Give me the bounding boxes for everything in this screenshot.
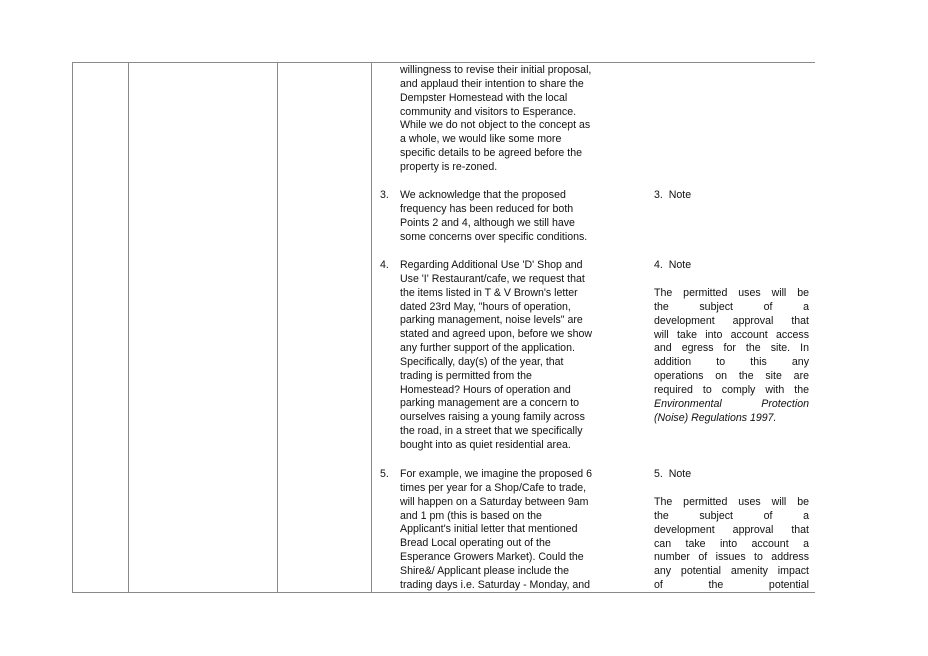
comment-line: Bread Local operating out of the: [400, 537, 551, 550]
comment-block-intro: [400, 64, 626, 175]
comment-line: property is re-zoned.: [400, 160, 498, 173]
comment-line: Esperance Growers Market). Could the: [400, 551, 584, 564]
response-heading-5: [654, 468, 691, 482]
response-number: 5.: [654, 468, 663, 480]
response-line: operations on the site are: [654, 370, 809, 383]
comment-line: Points 2 and 4, although we still have: [400, 216, 575, 229]
column-divider-3: [371, 63, 372, 592]
response-line: addition to this any: [654, 356, 809, 369]
response-number: 3.: [654, 189, 663, 201]
comment-line: Applicant's initial letter that mentioned: [400, 523, 578, 536]
response-heading-4: [654, 259, 691, 273]
response-line: development approval that: [654, 314, 809, 327]
response-body-4: [654, 287, 809, 425]
response-line: will take into account access: [654, 328, 809, 341]
comment-line: specific details to be agreed before the: [400, 147, 582, 160]
response-line: the subject of a: [654, 509, 809, 522]
comment-line: trading is permitted from the: [400, 369, 532, 382]
comment-block-4: [400, 259, 626, 453]
response-line: The permitted uses will be: [654, 496, 809, 508]
response-line: The permitted uses will be: [654, 287, 809, 299]
comment-line: and 1 pm (this is based on the: [400, 509, 542, 522]
comment-line: times per year for a Shop/Cafe to trade,: [400, 481, 587, 494]
response-line-italic: Environmental Protection: [654, 397, 809, 410]
comment-line: Regarding Additional Use 'D' Shop and: [400, 259, 583, 271]
response-label: Note: [668, 468, 692, 480]
comment-line: a whole, we would like some more: [400, 133, 562, 146]
comment-line: bought into as quiet residential area.: [400, 438, 571, 451]
comment-line: community and visitors to Esperance.: [400, 105, 577, 118]
comment-line: We acknowledge that the proposed: [400, 189, 566, 201]
comment-line: parking management are a concern to: [400, 397, 580, 410]
comment-line: the items listed in T & V Brown's letter: [400, 286, 578, 299]
comment-line: parking management, noise levels" are: [400, 314, 583, 327]
response-line: required to comply with the: [654, 383, 809, 396]
comment-line: will happen on a Saturday between 9am: [400, 495, 589, 508]
comment-line: any further support of the application.: [400, 342, 575, 355]
comment-line: Specifically, day(s) of the year, that: [400, 355, 564, 368]
comment-line: the road, in a street that we specifically: [400, 425, 583, 438]
response-label: Note: [668, 259, 692, 271]
comment-line: Use 'I' Restaurant/cafe, we request that: [400, 272, 585, 285]
response-heading-3: [654, 189, 691, 203]
comment-line: willingness to revise their initial proposal,: [400, 64, 592, 76]
comment-line: some concerns over specific conditions.: [400, 230, 588, 243]
comment-line: trading days i.e. Saturday - Monday, and: [400, 578, 591, 591]
response-label: Note: [668, 189, 692, 201]
response-line: and egress for the site. In: [654, 342, 809, 355]
comment-line: stated and agreed upon, before we show: [400, 328, 593, 341]
comment-number-3: 3.: [380, 189, 389, 201]
comment-line: ourselves raising a young family across: [400, 411, 585, 424]
comment-line: Shire&/ Applicant please include the: [400, 564, 570, 577]
comment-number-4: 4.: [380, 259, 389, 271]
response-line: any potential amenity impact: [654, 565, 809, 578]
comment-block-3: [400, 189, 626, 244]
response-number: 4.: [654, 259, 663, 271]
response-line: development approval that: [654, 523, 809, 536]
comment-line: Dempster Homestead with the local: [400, 91, 568, 104]
response-line: of the potential: [654, 579, 809, 592]
response-line-italic: (Noise) Regulations 1997.: [654, 411, 777, 424]
comment-line: While we do not object to the concept as: [400, 119, 591, 132]
comment-line: frequency has been reduced for both: [400, 202, 574, 215]
comment-line: and applaud their intention to share the: [400, 77, 584, 90]
response-line: the subject of a: [654, 300, 809, 313]
column-divider-2: [277, 63, 278, 592]
response-line: can take into account a: [654, 537, 809, 550]
comment-line: For example, we imagine the proposed 6: [400, 468, 592, 480]
response-body-5: [654, 496, 809, 593]
column-divider-1: [128, 63, 129, 592]
response-line: number of issues to address: [654, 551, 809, 564]
comment-number-5: 5.: [380, 468, 389, 480]
comment-line: Homestead? Hours of operation and: [400, 383, 571, 396]
comment-line: dated 23rd May, "hours of operation,: [400, 300, 571, 313]
comment-block-5: [400, 468, 626, 593]
